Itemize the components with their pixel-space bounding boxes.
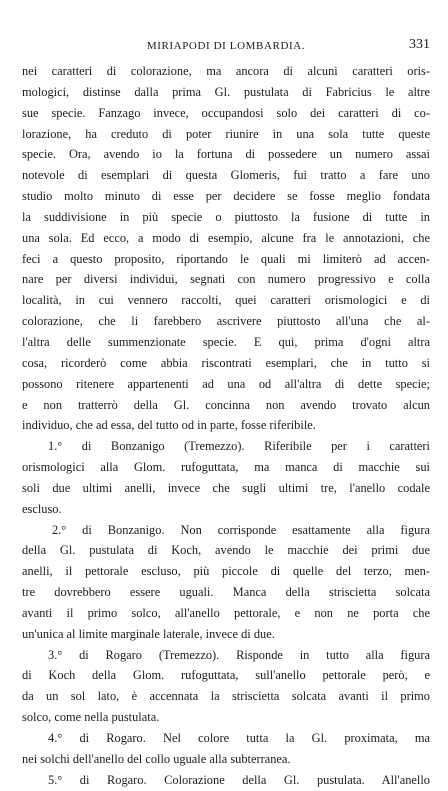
- running-head: MIRIAPODI DI LOMBARDIA.: [146, 40, 306, 52]
- page-header: [22, 37, 430, 58]
- text-line: 4.° di Rogaro. Nel colore tutta la Gl. proximata, ma: [48, 731, 430, 745]
- text-line: 2.° di Bonzanigo. Non corrisponde esattamente alla figura: [52, 522, 430, 537]
- text-line: specie. Ora, avendo io la fortuna di possedere un numero assai: [22, 147, 430, 162]
- text-line: nei solchi dell'anello del collo uguale alla subterranea.: [22, 751, 291, 766]
- text-line: mologici, distinse dalla prima Gl. pustulata di Fabricius le altre: [22, 84, 430, 99]
- text-line: individuo, che ad essa, del tutto od in parte, fosse riferibile.: [22, 418, 316, 433]
- text-line: e non tratterrò della Gl. concinna non avendo trovato alcun: [22, 397, 430, 412]
- text-line: della Gl. pustulata di Koch, avendo le macchie dei primi due: [22, 543, 430, 558]
- text-line: 1.° di Bonzanigo (Tremezzo). Riferibile per i caratteri: [48, 439, 430, 454]
- text-line: cosa, ricorderò come abbia riscontrati esemplari, che in tutto si: [22, 355, 430, 370]
- page-number: 331: [409, 37, 430, 52]
- text-line: solco, come nella pustulata.: [22, 710, 160, 725]
- text-line: la suddivisione in più specie o piuttosto la fusione di tutte in: [22, 209, 430, 224]
- text-line: un'unica al limite marginale laterale, invece di due.: [22, 626, 275, 641]
- text-line: studio molto minuto di esse per decidere se fosse meglio fondata: [22, 189, 430, 204]
- body-text: [22, 61, 430, 791]
- text-line: notevole di esemplari di questa Glomeris, fui tratto a fare uno: [22, 168, 430, 183]
- text-line: orismologici alla Glom. rufoguttata, ma manca di macchie sui: [22, 460, 430, 475]
- text-line: lorazione, ha creduto di poter riunire in una sola tutte queste: [22, 126, 430, 141]
- text-line: una sola. Ed ecco, a modo di esempio, alcune fra le annotazioni, che: [22, 230, 430, 245]
- text-line: da un sol lato, è accennata la striscietta solcata avanti il primo: [22, 689, 430, 704]
- text-line: escluso.: [22, 501, 62, 516]
- text-line: di Koch della Glom. rufoguttata, sull'anello pettorale però, e: [22, 668, 430, 683]
- text-line: nei caratteri di colorazione, ma ancora di alcuni caratteri oris-: [22, 64, 430, 78]
- text-line: l'altra delle summenzionate specie. E qui, prima d'ogni altra: [22, 334, 430, 349]
- text-line: anelli, il pettorale escluso, più piccole di quelle del terzo, men-: [22, 564, 430, 579]
- text-line: 3.° di Rogaro (Tremezzo). Risponde in tutto alla figura: [48, 647, 430, 662]
- text-line: nare per diversi individui, segnati con numero progressivo e colla: [22, 272, 430, 287]
- text-line: località, in cui vennero raccolti, quei caratteri orismologici e di: [22, 293, 430, 308]
- text-line: feci a questo proposito, riportando le quali mi limiterò ad accen-: [22, 251, 430, 266]
- text-line: colorazione, che li farebbero ascrivere piuttosto all'una che al-: [22, 314, 430, 329]
- text-line: 5.° di Rogaro. Colorazione della Gl. pustulata. All'anello: [48, 772, 430, 787]
- text-line: tre dovrebbero essere uguali. Manca della striscietta solcata: [22, 585, 430, 600]
- text-line: soli due ultimi anelli, invece che sugli ultimi tre, l'anello codale: [22, 480, 430, 495]
- text-line: possono ritenere appartenenti ad una od all'altra di dette specie;: [22, 376, 430, 391]
- text-line: avanti il primo solco, all'anello pettorale, e non ne porta che: [22, 605, 430, 620]
- text-line: sue specie. Fanzago invece, occupandosi solo dei caratteri di co-: [22, 105, 430, 120]
